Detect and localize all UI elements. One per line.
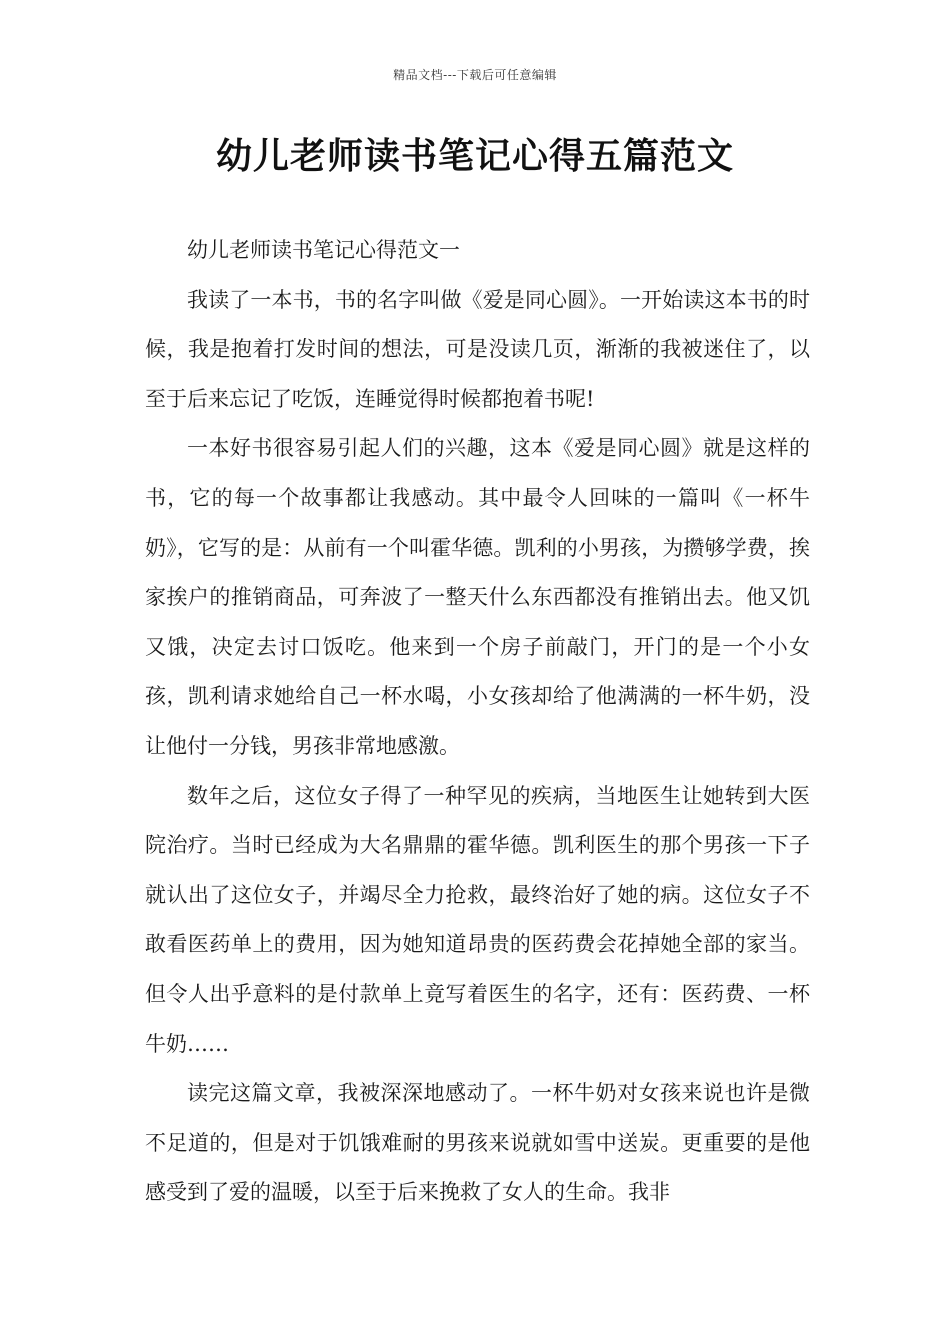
paragraph-4: 读完这篇文章，我被深深地感动了。一杯牛奶对女孩来说也许是微不足道的，但是对于饥饿难耐的男孩来说就如雪中送炭。更重要的是他感受到了爱的温暖，以至于后来挽救了女人的生命。我非 bbox=[145, 1081, 810, 1205]
paragraph-2: 一本好书很容易引起人们的兴趣，这本《爱是同心圆》就是这样的书，它的每一个故事都让我感动。其中最令人回味的一篇叫《一杯牛奶》，它写的是：从前有一个叫霍华德。凯利的小男孩，为攒够学费，挨家挨户的推销商品，可奔波了一整天什么东西都没有推销出去。他又饥又饿，决定去讨口饭吃。他来到一个房子前敲门，开门的是一个小女孩，凯利请求她给自己一杯水喝，小女孩却给了他满满的一杯牛奶，没让他付一分钱，男孩非常地感激。 bbox=[145, 436, 810, 758]
document-body bbox=[145, 226, 810, 1218]
header-note: 精品文档---下载后可任意编辑 bbox=[393, 68, 557, 82]
section-heading: 幼儿老师读书笔记心得范文一 bbox=[187, 238, 460, 262]
paragraph-1: 我读了一本书，书的名字叫做《爱是同心圆》。一开始读这本书的时候，我是抱着打发时间的想法，可是没读几页，渐渐的我被迷住了，以至于后来忘记了吃饭，连睡觉得时候都抱着书呢! bbox=[145, 287, 810, 411]
document-title: 幼儿老师读书笔记心得五篇范文 bbox=[215, 135, 734, 177]
paragraph-3: 数年之后，这位女子得了一种罕见的疾病，当地医生让她转到大医院治疗。当时已经成为大名鼎鼎的霍华德。凯利医生的那个男孩一下子就认出了这位女子，并竭尽全力抢救，最终治好了她的病。这位女子不敢看医药单上的费用，因为她知道昂贵的医药费会花掉她全部的家当。但令人出乎意料的是付款单上竟写着医生的名字，还有：医药费、一杯牛奶…… bbox=[145, 783, 810, 1056]
